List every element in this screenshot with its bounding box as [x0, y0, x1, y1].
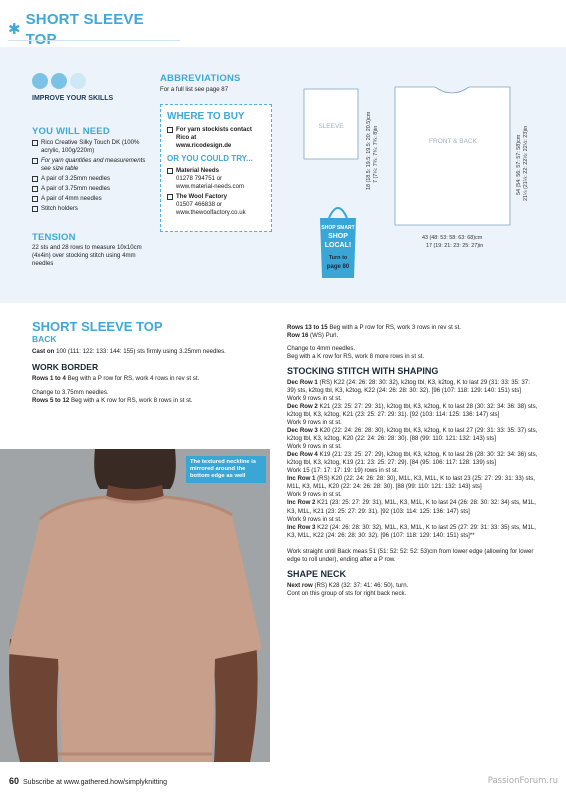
row-16-instruction: Row 16 (WS) Purl. [287, 332, 339, 340]
continue-text: Cont on this group of sts for right back neck. [287, 589, 407, 597]
tension-text: 22 sts and 28 rows to measure 10x10cm (4x4in) over stocking stitch using 4mm needles [32, 244, 142, 268]
skill-label: IMPROVE YOUR SKILLS [32, 95, 114, 102]
change-needles-text: Change to 4mm needles. [287, 345, 356, 353]
front-back-label: FRONT & BACK [429, 138, 477, 145]
model-illustration [0, 449, 270, 762]
watermark: PassionForum.ru [487, 776, 558, 786]
work-rows-text: Work 9 rows in st st. [287, 419, 342, 427]
list-item: For yarn stockists contact Rico at www.ricodesign.de [167, 126, 265, 150]
checkbox-icon [167, 194, 173, 200]
checkbox-icon [167, 127, 173, 133]
body-width-cm: 43 (48: 53: 58: 63: 68)cm [422, 235, 483, 241]
abbreviations-text: For a full list see page 87 [160, 86, 229, 93]
pattern-column-left [32, 320, 264, 411]
pattern-column-right [287, 324, 539, 598]
work-border-heading: WORK BORDER [32, 361, 99, 372]
beg-k-row-text: Beg with a K row for RS, work 8 more rows in st st. [287, 353, 425, 361]
list-item: Stitch holders [32, 205, 150, 213]
you-will-need-heading: YOU WILL NEED [32, 126, 110, 137]
photo-callout: The textured neckline is mirrored around the bottom edge as well [186, 456, 266, 483]
checkbox-icon [32, 186, 38, 192]
shop-local-bag[interactable] [316, 196, 360, 280]
skill-ball-icon [32, 73, 48, 89]
list-item: The Wool Factory 01507 466838 or www.thewoolfactory.co.uk [167, 193, 265, 217]
bag-line-5: page 80 [326, 264, 350, 270]
bag-handle-icon [329, 208, 347, 218]
inc-row-2: Inc Row 2 K21 (23: 25: 27: 29: 31), M1L, K3, M1L, K to last 24 (26: 28: 30: 32: 34) sts, M1L, K3, M1L, K21 (23: 25: 27: 29: 31). [92 (103: 114: 125: 136: 147) sts] [287, 499, 536, 515]
material-needs-link[interactable]: www.material-needs.com [176, 182, 245, 190]
body-length-cm: 54 (54: 56: 57: 57: 58)cm [516, 134, 522, 195]
cast-on-instruction: Cast on 100 (111: 122: 133: 144: 155) sts firmly using 3.25mm needles. [32, 347, 226, 355]
dec-row-3: Dec Row 3 K20 (22: 24: 26: 28: 30), k2tog tbl, K3, k2tog, K to last 27 (29: 31: 33: 35: 37) sts, k2tog tbl, K3, k2tog, K20 (22: 24: 26: 28: 30). [88 (99: 110: 121: 132: 143) sts] [287, 427, 538, 443]
snowflake-icon: ✱ [8, 21, 21, 38]
list-item: Rico Creative Silky Touch DK (100% acrylic, 100g/220m) [32, 139, 150, 155]
list-item: A pair of 3.75mm needles [32, 185, 150, 193]
sleeve-label: SLEEVE [318, 123, 344, 130]
pattern-subtitle: BACK [32, 333, 57, 344]
body-length-in: 21¼ (21¼: 22: 22½: 22½: 23)in [523, 125, 529, 201]
sleeve-measure-in: 7 (7¼: 7¾: 7¾: 7¾: 8)in [373, 125, 379, 183]
subscribe-link[interactable]: Subscribe at www.gathered.how/simplyknitting [23, 779, 167, 786]
bag-line-1: SHOP SMART [321, 225, 355, 231]
checkbox-icon [32, 176, 38, 182]
page-footer [9, 776, 167, 788]
rows-1-4-instruction: Rows 1 to 4 Beg with a P row for RS, work 4 rows in rev st st. [32, 375, 200, 383]
materials-list [32, 139, 150, 215]
bag-line-3: LOCAL! [324, 242, 352, 249]
rows-13-15-instruction: Rows 13 to 15 Beg with a P row for RS, work 3 rows in rev st st. [287, 324, 461, 331]
page-title: SHORT SLEEVE TOP [25, 10, 144, 48]
list-item: A pair of 3.25mm needles [32, 175, 150, 183]
work-rows-text: Work 9 rows in st st. [287, 491, 342, 499]
body-shape [395, 87, 510, 225]
checkbox-icon [32, 140, 38, 146]
dec-row-4: Dec Row 4 K19 (21: 23: 25: 27: 29), k2tog tbl, K3, k2tog, K to last 26 (28: 30: 32: 34: 36) sts, k2tog tbl, K3, k2tog, K19 (21: 23: 25: 27: 29). [84 (95: 106: 117: 128: 139) sts] [287, 451, 538, 467]
change-needles-text: Change to 3.75mm needles. [32, 389, 109, 397]
list-item: Material Needs 01278 794751 or www.material-needs.com [167, 167, 265, 191]
work-rows-text: Work 9 rows in st st. [287, 443, 342, 451]
skill-level-indicator [32, 73, 86, 89]
checkbox-icon [32, 206, 38, 212]
inc-row-1: Inc Row 1 (RS) K20 (22: 24: 26: 28: 30), M1L, K3, M1L, K to last 23 (25: 27: 29: 31: 33) sts, M1L, K3, M1L, K20 (22: 24: 26: 28: 30). [88 (99: 110: 121: 132: 143) sts] [287, 475, 535, 491]
where-to-buy-box [160, 104, 272, 232]
rico-link[interactable]: www.ricodesign.de [176, 142, 232, 150]
sleeve-measure-cm: 18 (18.5: 19.5: 19.5: 20: 20.5)cm [366, 111, 372, 190]
rows-5-12-instruction: Rows 5 to 12 Beg with a K row for RS, work 8 rows in st st. [32, 397, 193, 405]
checkbox-icon [167, 168, 173, 174]
skill-ball-icon [51, 73, 67, 89]
work-straight-text: Work straight until Back meas 51 (51: 52: 52: 52: 53)cm from lower edge (allowing for lower edge to roll under), ending after a P row. [287, 547, 534, 563]
list-item: A pair of 4mm needles [32, 195, 150, 203]
work-rows-text: Work 9 rows in st st. [287, 515, 342, 523]
next-row-instruction: Next row (RS) K28 (32: 37: 41: 46: 50), turn. [287, 581, 409, 589]
dec-row-1: Dec Row 1 (RS) K22 (24: 26: 28: 30: 32), k2tog tbl, K3, k2tog, K to last 29 (31: 33: 35: 37: 39) sts, k2tog tbl, K3, k2tog, K22 (24: 26: 28: 30: 32). [96 (107: 118: 129: 140: 151) sts] [287, 379, 530, 395]
wool-factory-link[interactable]: www.thewoolfactory.co.uk [176, 208, 246, 216]
where-to-buy-heading: WHERE TO BUY [167, 111, 245, 122]
checkbox-icon [32, 158, 38, 164]
section-header [8, 10, 178, 48]
shape-neck-heading: SHAPE NECK [287, 568, 347, 579]
pattern-title: SHORT SLEEVE TOP [32, 319, 163, 334]
work-rows-text: Work 15 (17: 17: 17: 19: 19) rows in st st. [287, 467, 399, 475]
skill-ball-icon [70, 73, 86, 89]
list-item: For yarn quantities and measurements see size table [32, 157, 150, 173]
or-try-heading: OR YOU COULD TRY... [167, 154, 253, 164]
abbreviations-heading: ABBREVIATIONS [160, 73, 241, 84]
checkbox-icon [32, 196, 38, 202]
work-rows-text: Work 9 rows in st st. [287, 395, 342, 403]
inc-row-3: Inc Row 3 K22 (24: 26: 28: 30: 32), M1L, K3, M1L, K to last 25 (27: 29: 31: 33: 35) sts, M1L, K3, M1L, K22 (24: 26: 28: 30: 32). [96 (107: 118: 129: 140: 151) sts]** [287, 523, 536, 539]
bag-line-2: SHOP [328, 233, 348, 240]
body-width-in: 17 (19: 21: 23: 25: 27)in [426, 243, 484, 249]
dec-row-2: Dec Row 2 K21 (23: 25: 27: 29: 31), k2tog tbl, K3, k2tog, K to last 28 (30: 32: 34: 36: 38) sts, k2tog tbl, K3, k2tog, K21 (23: 25: 27: 29: 31). [92 (103: 114: 125: 136: 147) sts] [287, 403, 538, 419]
garment-photo [0, 449, 270, 762]
stocking-stitch-heading: STOCKING STITCH WITH SHAPING [287, 366, 439, 377]
title-underline [8, 40, 180, 41]
page-number: 60 [9, 776, 20, 786]
tension-heading: TENSION [32, 232, 76, 243]
bag-line-4: Turn to [328, 255, 348, 261]
